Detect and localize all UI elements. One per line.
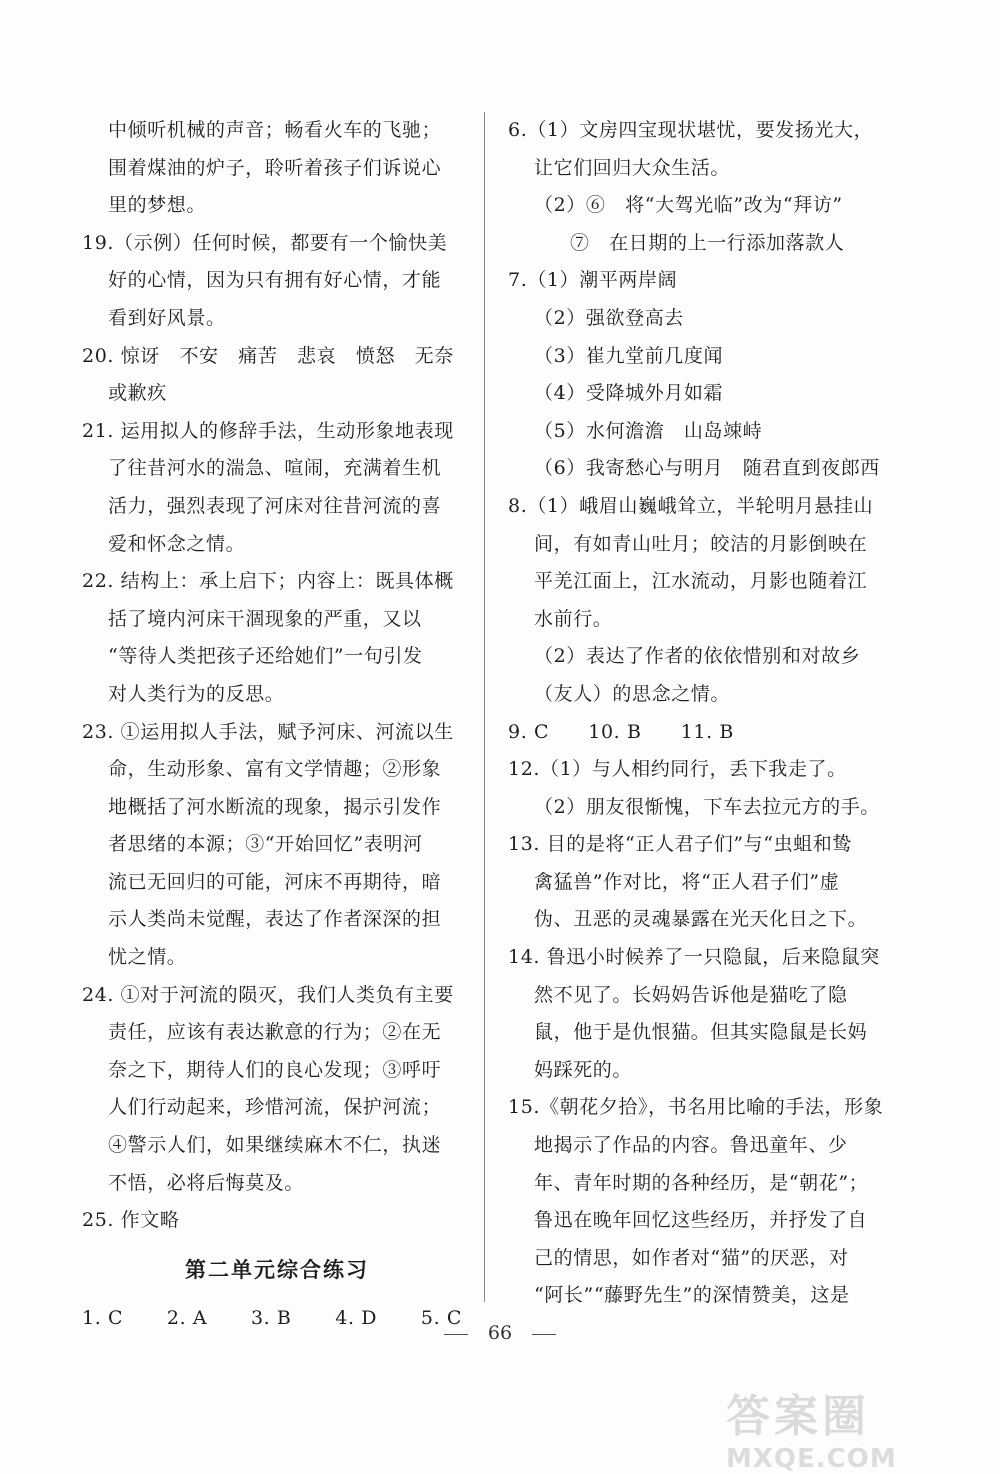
text-line: ④警示人们，如果继续麻木不仁，执迷 [108, 1134, 442, 1157]
page-footer [0, 1322, 1000, 1344]
text-line: 地揭示了作品的内容。鲁迅童年、少 [534, 1134, 848, 1157]
text-line: 里的梦想。 [108, 194, 207, 217]
text-line: 围着煤油的炉子，聆听着孩子们诉说心 [108, 156, 442, 179]
text-line: 13. 目的是将“正人君子们”与“虫蛆和鸷 [508, 833, 852, 856]
text-line: 命，生动形象、富有文学情趣；②形象 [108, 758, 442, 781]
text-line: 责任，应该有表达歉意的行为；②在无 [108, 1021, 442, 1044]
mc-answer: 4. D [335, 1306, 378, 1329]
text-line: 流已无回归的可能，河床不再期待，暗 [108, 870, 442, 893]
text-line: 奈之下，期待人们的良心发现；③呼吁 [108, 1058, 442, 1081]
text-line: （4）受降城外月如霜 [534, 382, 724, 405]
text-line: 鲁迅在晚年回忆这些经历，并抒发了自 [534, 1209, 868, 1232]
text-line: 20. 惊讶 不安 痛苦 悲哀 愤怒 无奈 [82, 344, 454, 367]
text-line: （6）我寄愁心与明月 随君直到夜郎西 [534, 457, 880, 480]
text-line: 22. 结构上：承上启下；内容上：既具体概 [82, 570, 454, 593]
mc-answer: 2. A [166, 1306, 208, 1329]
text-line: （友人）的思念之情。 [534, 682, 731, 705]
text-line: （2）朋友很惭愧，下车去拉元方的手。 [534, 795, 880, 818]
text-line: “等待人类把孩子还给她们”一句引发 [108, 645, 423, 668]
text-line: 了往昔河水的湍急、喧闹，充满着生机 [108, 457, 442, 480]
text-line: 水前行。 [534, 607, 613, 630]
text-line: 括了境内河床干涸现象的严重，又以 [108, 607, 422, 630]
text-line: 19.（示例）任何时候，都要有一个愉快美 [82, 231, 448, 254]
text-line: 让它们回归大众生活。 [534, 156, 731, 179]
text-line: （2）⑥ 将“大驾光临”改为“拜访” [534, 194, 843, 217]
text-line: 6.（1）文房四宝现状堪忧，要发扬光大， [508, 119, 874, 141]
mc-answer: 3. B [250, 1306, 292, 1329]
text-line: 12.（1）与人相约同行，丢下我走了。 [508, 758, 847, 781]
text-line: 24. ①对于河流的陨灭，我们人类负有主要 [82, 983, 454, 1006]
text-line: ⑦ 在日期的上一行添加落款人 [570, 231, 845, 254]
text-line: 14. 鲁迅小时候养了一只隐鼠，后来隐鼠突 [508, 946, 880, 969]
text-line: 地概括了河水断流的现象，揭示引发作 [108, 795, 442, 818]
right-column [508, 112, 908, 1315]
text-line: 鼠，他于是仇恨猫。但其实隐鼠是长妈 [534, 1021, 868, 1044]
text-line: 对人类行为的反思。 [108, 682, 285, 705]
text-line: 7.（1）潮平两岸阔 [508, 269, 678, 292]
text-line: 8.（1）峨眉山巍峨耸立，半轮明月悬挂山 [508, 494, 874, 517]
text-line: 己的情思，如作者对“猫”的厌恶，对 [534, 1246, 849, 1269]
text-line: 伪、丑恶的灵魂暴露在光天化日之下。 [534, 908, 868, 931]
section-heading: 第二单元综合练习 [185, 1257, 369, 1282]
text-line: 妈踩死的。 [534, 1058, 633, 1081]
text-line: 活力，强烈表现了河床对往昔河流的喜 [108, 494, 442, 517]
text-line: 禽猛兽”作对比，将“正人君子们”虚 [534, 870, 840, 893]
page-number: 66 [487, 1322, 513, 1344]
watermark-url: MXQE.COM [726, 1444, 897, 1474]
mc-answer: 5. C [420, 1306, 462, 1329]
footer-dash [532, 1334, 556, 1335]
mc-answer: 1. C [82, 1306, 124, 1329]
text-line: 间，有如青山吐月；皎洁的月影倒映在 [534, 532, 868, 555]
text-line: 爱和怀念之情。 [108, 532, 246, 555]
left-column [82, 112, 472, 1337]
text-line: 人们行动起来，珍惜河流，保护河流； [108, 1096, 442, 1119]
text-line: 年、青年时期的各种经历，是“朝花”； [534, 1171, 869, 1194]
text-line: 或歉疚 [108, 382, 167, 405]
text-line: 23. ①运用拟人手法，赋予河床、河流以生 [82, 720, 454, 743]
watermark-mark: 答案圈 [726, 1391, 870, 1442]
text-line: 中倾听机械的声音；畅看火车的飞驰； [108, 119, 442, 141]
text-line: 然不见了。长妈妈告诉他是猫吃了隐 [534, 983, 848, 1006]
text-line: （2）表达了作者的依依惜别和对故乡 [534, 645, 861, 668]
text-line: （5）水何澹澹 山岛竦峙 [534, 419, 763, 442]
text-line: 9. C 10. B 11. B [508, 720, 734, 743]
text-line: 示人类尚未觉醒，表达了作者深深的担 [108, 908, 442, 931]
text-line: 好的心情，因为只有拥有好心情，才能 [108, 269, 442, 292]
text-line: 21. 运用拟人的修辞手法，生动形象地表现 [82, 419, 454, 442]
text-line: 不悟，必将后悔莫及。 [108, 1171, 305, 1194]
column-divider [484, 112, 485, 1302]
text-line: （3）崔九堂前几度闻 [534, 344, 724, 367]
footer-dash [444, 1334, 468, 1335]
text-line: 25. 作文略 [82, 1209, 180, 1232]
text-line: 忧之情。 [108, 946, 187, 969]
text-line: 看到好风景。 [108, 306, 226, 329]
text-line: 15.《朝花夕拾》，书名用比喻的手法，形象 [508, 1096, 884, 1119]
text-line: 平羌江面上，江水流动，月影也随着江 [534, 570, 868, 593]
text-line: “阿长”“藤野先生”的深情赞美，这是 [534, 1284, 850, 1307]
watermark-logo [726, 1380, 966, 1474]
text-line: （2）强欲登高去 [534, 306, 684, 329]
text-line: 者思绪的本源；③“开始回忆”表明河 [108, 833, 423, 856]
